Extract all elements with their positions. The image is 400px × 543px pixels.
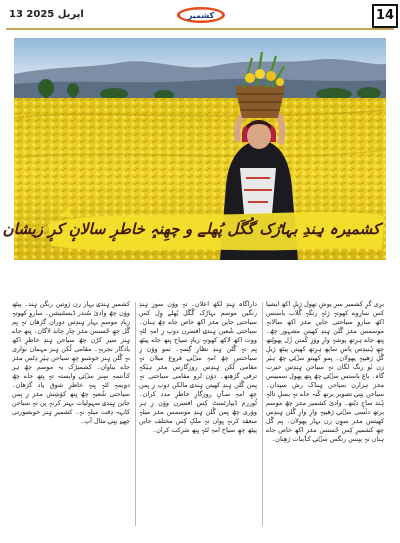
column-2-text: داراگاہ ہٕندِ لکھ اعلان۔ تہٕ ووٚن سوزِ ہٕندِ رنگین موسم بہارُک گُگَل پُھلے وٕل کس سیاحتی جاین منٛز اکھ خاص جاے چھُ ہنان۔ سیاحتی شُعبن ہٕندۍ افسرن دوپ زِ امہِ لٹہٕ ووت اکھ لاکھ کھوتہٕ زیادٕ سیاح یِتھ جاے پیٹھ یِم تہٕ گُلن ہٕندِ نظارٕ گِسہٕ۔ تمو ووٚن زِ سیاحتس چھُ امہِ سۭتۍ فروغ میلان تہٕ مقامی لُکن ہٕندِس روزگارس منٛز ہیٚکہٕ ترقی گژھِتھ۔ دوٚن تُرو مقامی سیاحتی تہٕ یِمن گُلن ہٕندِ کھیتن ہٕندۍ مالکن دوپ زِ یِمن چھِ امہِ سٲنِ روزگارٕ خاطرٕ مدد کران۔ ٹُورزم ڈیپارٹمنٹ کِس افسرن ووٚن زِ ہر ووٚری چھُ یِمن گُلن ہٕندِ موسمس منٛز میلہٕ منعقد کرنہٕ یِوان تہٕ ملکٕ کِس مختلف جاین پیٹھ چھِ سیاح امہِ لٹہٕ یِتِھ شرکت کران۔ <box>139 300 257 434</box>
article-column-1 <box>266 300 384 528</box>
page-header <box>0 0 400 30</box>
article-column-3 <box>12 300 130 528</box>
article-column-2 <box>139 300 257 528</box>
newspaper-logo <box>175 4 227 24</box>
headline: کشمیرہ ہِندِ بہارُک گُگَل پُھلے و چھِنہٕ خاطرٕ سالانٕ کرٕ زیشان <box>2 220 380 238</box>
column-3-text: کشمیرِ ہٕندۍ بہار زن ژوتین رنگن ہٕند۔ پیٹھ ووٚن چھُ وادیٔ سُندر ڈیسٹنیشن۔ ساروٕ کھوتہٕ زیادٕ موسمِ بہار ہٕندِس دوران گژھان تہٕ یِم گُل چھِ حُسنس منٛز چار چاند لاگان۔ یِتھ جاے ہٕنز سیر کرُن چھُ سیاحن ہٕندِ خاطرٕ اکھ یادگار تجربہٕ۔ مقامی لُکن ہٕنز مہمان نوازی تہٕ گُلن ہٕنز خوشبو چھِ سیاحن ہیٚرِ دِلس منٛز جاے بناوان۔ کشمیرُک یہ موسم چھُ ہر کٲنسہِ سٕنز سۭتۍ وابستہ تہٕ یِتھ جاے چھُ دۄیمہِ لٹہٕ یِنہٕ خاطرٕ شوق پاد گژھان۔ سیاحتی شُعبہٕ چھُ یِتھ کوٚشِش منٛز زِ یِمن جاین ہٕندۍ سہولیات بہتر کرنہٕ یِن تہٕ سیاحن کانہہ دِقت میلہٕ نہٕ۔ کشمیرِ ہٕنز خوبصورتی چھےٚ پنٕنۍ مثال آپ۔ <box>12 300 130 425</box>
article-body <box>12 300 388 530</box>
column-1-text: برِی گرٕ کشمیر سرِ پوشِ تھول ژیلٕ اکھ ایشیا کس سارِوے کھوتہٕ ژِٹہٕ رنگہٕ گُلاب باسنس اکھ ساروٕ سیاحتی جاین منٛز اکھ سالانہٕ موسمس منٛز گُلن ہٕندِ کھیتن مشہور چھُ۔ یِتھ جاے ہرِتھ پوشہٕ وارِ ووٚزِ کُمتن ژٔل پھولِتھ چھِ ہُنیدِس پاسِ ساپھ ہرِتھ کھیتن پیٹھ ژیلٕ گُلِ ژھیپہٕ پھولان۔ یِمو کھیتو سۭتۍ چھُ ہیٚر زن نٔو رنگ لگان تہٕ سیاحن ہٕندِس حیرت گاہ۔ باغ باسنس سۭتۍ چھُ یِتھ پھول سمییس منٛز ہزارن سیاحن ہٕندُک رش سپدان۔ سیاحن پنٕنۍ تصویر پرتھ کُنہ جاے تہٕ بسلٕ تالہٕ ہُند ساجٕ دیُتھ۔ وادیٔ کشمیر منٛز چھُ موسم پرتھ دئٚسی سۭتۍ ژھیپہٕ وارٕ وارٕ گُلن ہٕندِس کھیتس منٛز سوٕن زن بہار پھولان۔ یِم گُل چھِ کشمیرٕ کِس حُسنس منٛز اکھ خاص جاے ہنان تہٕ پنٕنس رنگس سۭتۍ کٲینات ژھٕنان۔ <box>266 300 384 443</box>
logo-text: کشمیر <box>187 11 215 20</box>
headline-banner <box>2 204 388 256</box>
column-divider <box>135 302 136 526</box>
column-divider <box>262 302 263 526</box>
issue-date: 13 اپریل 2025 <box>9 9 84 20</box>
header-rule <box>6 28 394 30</box>
page-number: 14 <box>372 4 398 28</box>
